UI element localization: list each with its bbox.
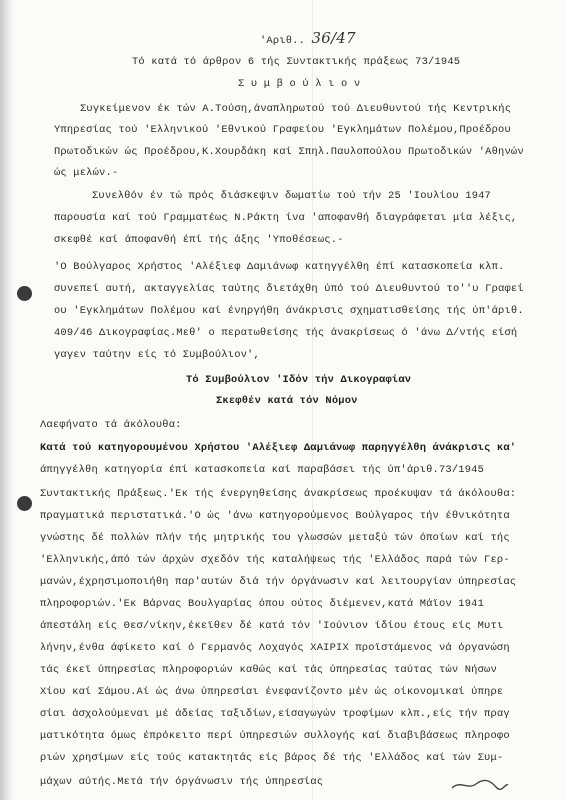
text-line: ριών χρησίμων είς τούς κατακτητάς είς βάρος δέ τής 'Ελλάδος καί τών Συμ-: [40, 752, 504, 764]
text-line: ου 'Εγκλημάτων Πολέμου καί ένηργήθη άνάκρισις σχηματισθείσης τής ύπ'άριθ.: [54, 305, 524, 317]
text-line: πληροφοριών.'Εκ Βάρνας Βουλγαρίας όπου ούτος διέμενεν,κατά Μάϊον 1941: [40, 598, 485, 610]
text-line: σίαι άσχολούμεναι μέ άδείας ταξιδίων,είσαγωγών τροφίμων κλπ.,είς τήν πραγ: [40, 708, 510, 720]
text-line: Υπηρεσίας τού 'Ελληνικού 'Εθνικού Γραφείου 'Εγκλημάτων Πολέμου,Προέδρου: [54, 124, 511, 136]
punch-hole: [17, 496, 32, 511]
reference-label: 'Αριθ..: [260, 35, 306, 47]
text-line: Συνελθόν έν τώ πρός διάσκεψιν δωματίω τού τήν 25 'Ιουλίου 1947: [92, 190, 491, 202]
text-line: άπεστάλη είς Θεσ/νίκην,έκεϊθεν δέ κατά τόν 'Ιούνιον ίδίου έτους είς Μυτι: [40, 620, 504, 632]
text-line: σκεφθέ καί άποφανθή έπί τής άξης 'Υποθέσεως.-: [54, 234, 344, 246]
council-considered-heading: Σκεφθέν κατά τόν Νόμον: [216, 395, 358, 407]
text-line: πραγματικά περιστατικά.'Ο ώς 'άνω κατηγορούμενος Βούλγαρος τήν έθνικότητα: [40, 510, 510, 522]
council-review-heading: Τό Συμβούλιον 'Ιδόν τήν Δικογραφίαν: [186, 374, 412, 386]
punch-hole: [17, 286, 32, 301]
council-title: Σ υ μ β ο ύ λ ι ο ν: [238, 78, 361, 90]
text-line: Συντακτικής Πράξεως.'Εκ τής ένεργηθείσης άνακρίσεως προέκυψαν τά άκόλουθα:: [40, 488, 517, 500]
text-line: Συγκείμενον έκ τών Α.Τούση,άναπληρωτού τού Διευθυντού τής Κεντρικής: [80, 103, 512, 115]
text-line: μάχων αύτής.Μετά τήν όργάνωσιν τής ύπηρεσίας: [40, 776, 324, 788]
text-line: παρουσία καί τού Γραμματέως Ν.Ράκτη ίνα 'αποφανθή διαγράφεται μία λέξις,: [54, 212, 518, 224]
text-line: ώς μελών.-: [54, 167, 119, 179]
text-line: τάς έκεϊ ύπηρεσίας πληροφοριών καθώς καί τάς ύπηρεσίας ταύτας τών Νήσων: [40, 664, 497, 676]
text-line: γαγεν ταύτην είς τό Συμβούλιον',: [54, 349, 260, 361]
text-line: Χίου καί Σάμου.Αί ώς άνω ύπηρεσίαι ένεφανίζοντο μέν ώς οίκονομικαί ύπηρε: [40, 686, 504, 698]
text-line: άπηγγέλθη κατηγορία έπί κατασκοπεία καί παραβάσει τής ύπ'άριθ.73/1945: [40, 464, 485, 476]
reference-number: 36/47: [311, 29, 356, 47]
text-line: ματικότητα όμως έπρόκειτο περί ύπηρεσιών συλλογής καί διαβιβάσεως πληροφο: [40, 730, 510, 742]
text-line: 409/46 Δικογραφίας.Μεθ' ο περατωθείσης τής άνακρίσεως ό 'άνω Δ/ντής είσή: [54, 327, 518, 339]
text-line: γνώστης δέ πολλών πλήν τής μητρικής του γλωσσών μεταξύ τών όποίων καί τής: [40, 532, 510, 544]
text-line: μανών,έχρησιμοποιήθη παρ'αυτών διά τήν όργάνωσιν καί λειτουργίαν ύπηρεσίας: [40, 576, 517, 588]
text-line: λήνην,ένθα άφίκετο καί ό Γερμανός Λοχαγός ΧΑΙΡΙΧ προϊστάμενος νά όργανώση: [40, 642, 510, 654]
doc-heading: Τό κατά τό άρθρον 6 τής Συντακτικής πράξεως 73/1945: [132, 56, 461, 68]
text-line: Λαεφήνατο τά άκόλουθα:: [40, 419, 182, 431]
text-line: Κατά τού κατηγορουμένου Χρήστου 'Αλέξιεφ Δαμιάνωφ παρηγγέλθη άνάκρισις κα': [40, 442, 517, 454]
reference-line: [260, 29, 356, 47]
text-line: Πρωτοδικών ώς Προέδρου,Κ.Χουρδάκη καί Σπηλ.Παυλοπούλου Πρωτοδικών 'Αθηνών: [54, 146, 524, 158]
text-line: 'Ελληνικής,άπό τών άρχών σχεδόν τής καταλήψεως τής 'Ελλάδος παρά τών Γερ-: [40, 554, 510, 566]
text-line: 'Ο Βούλγαρος Χρήστος 'Αλέξιεφ Δαμιάνωφ κατηγγέλθη έπί κατασκοπεία κλπ.: [54, 261, 505, 273]
text-line: συνεπεί αυτή, ακταγγελίας ταύτης διετάχθη ύπό τού Διευθυντού το''υ Γραφεί: [54, 283, 524, 295]
handwritten-mark: [450, 778, 510, 792]
